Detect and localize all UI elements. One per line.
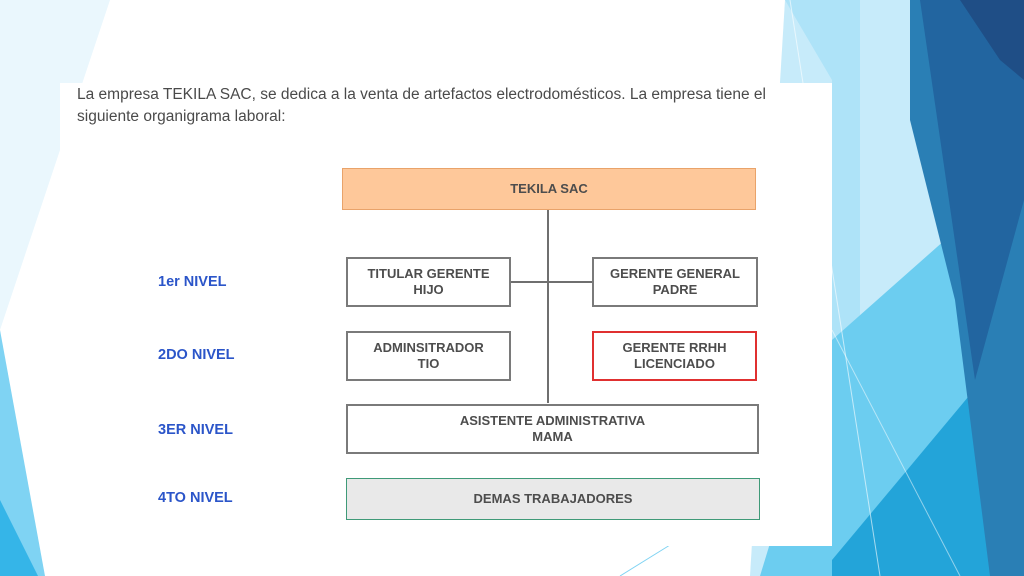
node-person: LICENCIADO xyxy=(634,356,715,371)
intro-line-1: La empresa TEKILA SAC, se dedica a la venta de artefactos electrodomésticos. La empresa tiene el xyxy=(77,86,766,103)
node-asistente-administrativa xyxy=(346,404,759,454)
node-title: TITULAR GERENTE xyxy=(367,266,490,281)
node-gerente-general xyxy=(592,257,758,307)
node-demas-trabajadores xyxy=(346,478,760,520)
node-person: PADRE xyxy=(652,282,698,297)
root-node-label: TEKILA SAC xyxy=(510,181,588,196)
node-title: DEMAS TRABAJADORES xyxy=(473,491,633,506)
node-person: MAMA xyxy=(532,429,573,444)
node-title: GERENTE GENERAL xyxy=(609,266,740,281)
level-label-1: 1er NIVEL xyxy=(158,274,227,290)
level-label-3: 3ER NIVEL xyxy=(158,422,233,438)
node-administrador xyxy=(346,331,511,381)
node-title: ASISTENTE ADMINISTRATIVA xyxy=(459,413,646,428)
node-title: ADMINSITRADOR xyxy=(373,340,484,355)
content-panel xyxy=(60,83,832,546)
intro-paragraph xyxy=(77,84,797,128)
trunk-connector xyxy=(547,209,549,403)
level-label-2: 2DO NIVEL xyxy=(158,347,235,363)
bg-line xyxy=(620,545,670,576)
node-gerente-rrhh xyxy=(592,331,757,381)
root-node-tekila-sac xyxy=(342,168,756,210)
level-label-4: 4TO NIVEL xyxy=(158,490,233,506)
node-title: GERENTE RRHH xyxy=(622,340,727,355)
node-person: TIO xyxy=(417,356,440,371)
node-person: HIJO xyxy=(413,282,444,297)
level1-connector xyxy=(511,281,592,283)
intro-line-2: siguiente organigrama laboral: xyxy=(77,108,286,125)
node-titular-gerente xyxy=(346,257,511,307)
